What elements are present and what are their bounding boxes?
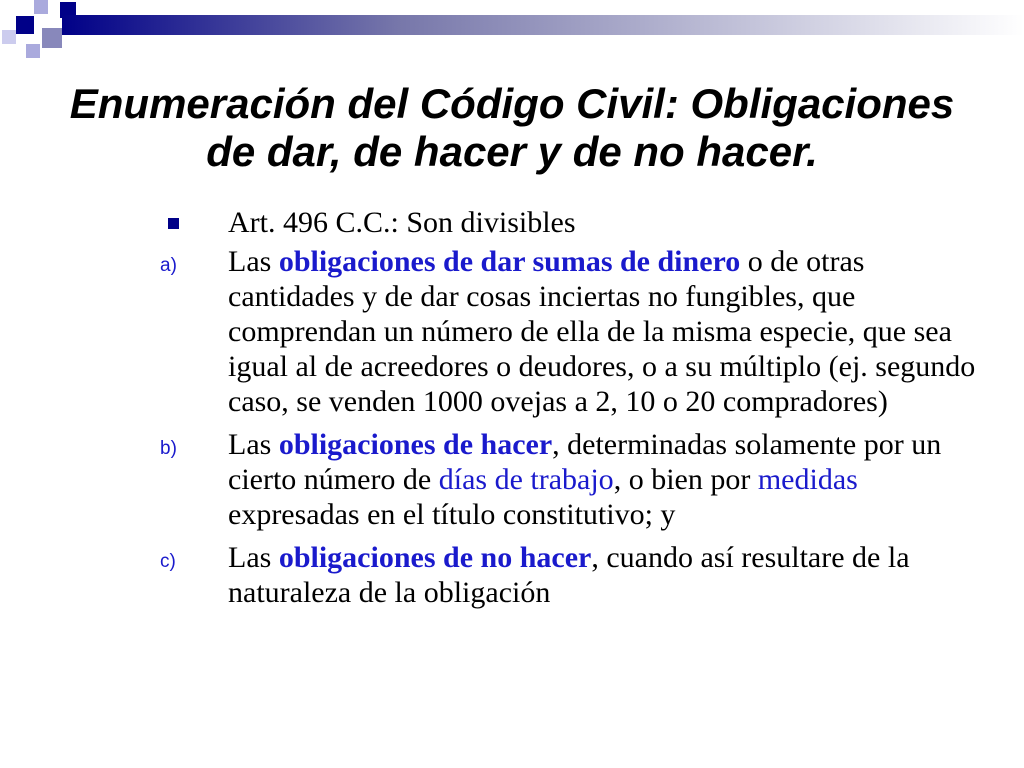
deco-square-mid-1 xyxy=(42,28,62,48)
item-b-emphasis: obligaciones de hacer xyxy=(278,428,553,461)
article-text: Art. 496 C.C.: Son divisibles xyxy=(228,206,576,239)
title-line-2: de dar, de hacer y de no hacer. xyxy=(206,128,818,175)
list-marker-a: a) xyxy=(160,255,177,276)
list-item-b xyxy=(160,427,980,532)
item-c-emphasis: obligaciones de no hacer xyxy=(278,541,592,574)
slide-title xyxy=(20,80,1004,176)
body-list xyxy=(160,205,980,610)
list-marker-b: b) xyxy=(160,438,177,459)
deco-square-light-2 xyxy=(2,30,16,44)
item-b-mid-2: , o bien por xyxy=(613,463,758,496)
item-c-lead: Las xyxy=(228,541,279,574)
item-a-lead: Las xyxy=(228,245,279,278)
list-item-c xyxy=(160,540,980,610)
list-marker-c: c) xyxy=(160,551,176,572)
list-item-a xyxy=(160,244,980,419)
item-b-highlight-1: días de trabajo xyxy=(438,463,614,496)
item-b-lead: Las xyxy=(228,428,279,461)
item-a-emphasis: obligaciones de dar sumas de dinero xyxy=(278,245,741,278)
item-b-highlight-2: medidas xyxy=(757,463,858,496)
deco-square-dark-1 xyxy=(16,16,34,34)
item-a-rest: o de otras cantidades y de dar cosas inciertas no fungibles, que comprendan un número de ella de la misma especie, que sea igual al de acreedores o deudores, o a su múltiplo (ej. segundo caso, se venden 1000 ovejas a 2, 10 o 20 compradores) xyxy=(228,245,976,418)
list-item-article xyxy=(160,205,980,240)
top-gradient-bar xyxy=(62,15,1024,35)
title-line-1: Enumeración del Código Civil: Obligaciones xyxy=(69,80,955,127)
square-bullet-icon xyxy=(168,218,179,229)
deco-square-light-3 xyxy=(26,44,40,58)
deco-square-light-1 xyxy=(34,0,48,14)
item-b-mid-1: , determinadas solamente por un cierto número de xyxy=(228,428,942,496)
item-c-rest: , cuando así resultare de la naturaleza de la obligación xyxy=(228,541,910,609)
item-b-rest: expresadas en el título constitutivo; y xyxy=(228,498,676,531)
